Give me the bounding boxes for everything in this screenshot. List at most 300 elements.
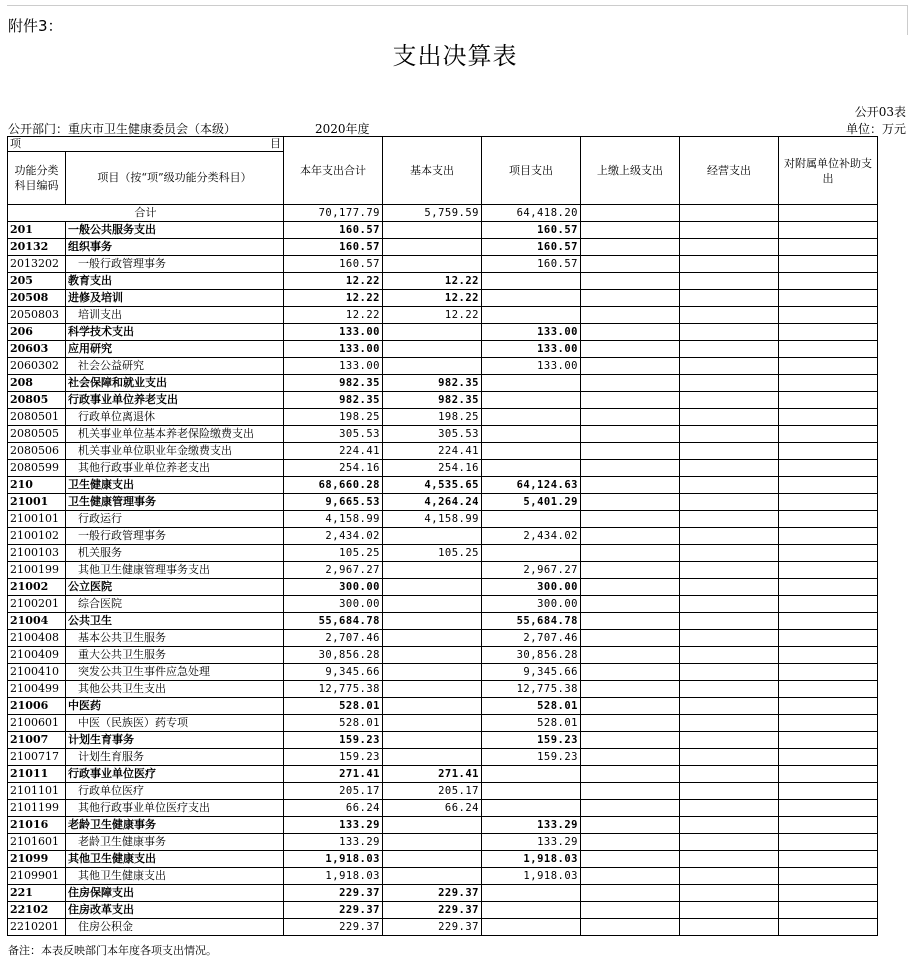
row-total: 12,775.38 [284, 681, 383, 698]
row-basic: 229.37 [383, 885, 482, 902]
row-basic [383, 256, 482, 273]
row-basic [383, 647, 482, 664]
row-total: 160.57 [284, 256, 383, 273]
row-upper [581, 307, 680, 324]
row-business [680, 545, 779, 562]
row-total: 66.24 [284, 800, 383, 817]
row-subsidy [779, 426, 878, 443]
row-name: 突发公共卫生事件应急处理 [66, 664, 284, 681]
row-business [680, 851, 779, 868]
row-total: 229.37 [284, 919, 383, 936]
row-total: 133.29 [284, 834, 383, 851]
row-business [680, 460, 779, 477]
row-total: 160.57 [284, 222, 383, 239]
row-project [482, 902, 581, 919]
row-project: 133.00 [482, 341, 581, 358]
row-code: 206 [8, 324, 66, 341]
form-number: 公开03表 [854, 105, 906, 119]
row-upper [581, 273, 680, 290]
row-name: 行政单位离退休 [66, 409, 284, 426]
row-code: 22102 [8, 902, 66, 919]
row-code: 205 [8, 273, 66, 290]
table-row [8, 749, 878, 766]
row-total: 300.00 [284, 596, 383, 613]
header-item-cell [8, 137, 284, 152]
row-subsidy [779, 392, 878, 409]
row-name: 社会公益研究 [66, 358, 284, 375]
row-subsidy [779, 511, 878, 528]
row-project: 159.23 [482, 749, 581, 766]
total-subsidy [779, 205, 878, 222]
table-row [8, 698, 878, 715]
table-row [8, 443, 878, 460]
unit-label: 单位：万元 [845, 122, 906, 136]
row-upper [581, 443, 680, 460]
row-name: 老龄卫生健康事务 [66, 817, 284, 834]
row-business [680, 256, 779, 273]
row-business [680, 698, 779, 715]
row-total: 12.22 [284, 273, 383, 290]
row-code: 2101199 [8, 800, 66, 817]
total-basic: 5,759.59 [383, 205, 482, 222]
row-upper [581, 409, 680, 426]
row-business [680, 800, 779, 817]
header-item-left: 项 [10, 137, 21, 150]
table-row [8, 715, 878, 732]
row-upper [581, 800, 680, 817]
row-code: 21011 [8, 766, 66, 783]
row-subsidy [779, 477, 878, 494]
table-row [8, 885, 878, 902]
total-upper [581, 205, 680, 222]
row-total: 159.23 [284, 732, 383, 749]
row-project [482, 783, 581, 800]
header-subsidy: 对附属单位补助支出 [779, 137, 878, 205]
row-project: 133.00 [482, 358, 581, 375]
row-project [482, 766, 581, 783]
row-project [482, 307, 581, 324]
row-code: 2101601 [8, 834, 66, 851]
row-total: 528.01 [284, 698, 383, 715]
row-total: 133.00 [284, 324, 383, 341]
row-subsidy [779, 613, 878, 630]
row-name: 进修及培训 [66, 290, 284, 307]
row-code: 2100601 [8, 715, 66, 732]
row-total: 205.17 [284, 783, 383, 800]
row-upper [581, 698, 680, 715]
row-upper [581, 817, 680, 834]
row-subsidy [779, 545, 878, 562]
row-business [680, 868, 779, 885]
row-project: 133.00 [482, 324, 581, 341]
row-business [680, 392, 779, 409]
row-upper [581, 341, 680, 358]
total-label: 合计 [8, 205, 284, 222]
header-total: 本年支出合计 [284, 137, 383, 205]
row-business [680, 919, 779, 936]
row-upper [581, 851, 680, 868]
row-project: 160.57 [482, 222, 581, 239]
total-row [8, 205, 878, 222]
row-basic [383, 528, 482, 545]
row-business [680, 358, 779, 375]
row-upper [581, 222, 680, 239]
row-subsidy [779, 732, 878, 749]
total-total: 70,177.79 [284, 205, 383, 222]
row-subsidy [779, 579, 878, 596]
row-business [680, 596, 779, 613]
row-total: 2,434.02 [284, 528, 383, 545]
row-basic: 12.22 [383, 290, 482, 307]
row-total: 2,967.27 [284, 562, 383, 579]
row-subsidy [779, 256, 878, 273]
row-business [680, 647, 779, 664]
row-subsidy [779, 409, 878, 426]
header-item-right: 目 [270, 137, 281, 150]
row-basic: 982.35 [383, 375, 482, 392]
table-row [8, 307, 878, 324]
row-name: 住房保障支出 [66, 885, 284, 902]
row-subsidy [779, 783, 878, 800]
row-code: 2210201 [8, 919, 66, 936]
row-total: 254.16 [284, 460, 383, 477]
row-basic [383, 749, 482, 766]
row-code: 21016 [8, 817, 66, 834]
row-basic [383, 868, 482, 885]
row-upper [581, 477, 680, 494]
table-row [8, 783, 878, 800]
row-upper [581, 460, 680, 477]
row-business [680, 681, 779, 698]
row-upper [581, 256, 680, 273]
row-subsidy [779, 562, 878, 579]
row-business [680, 562, 779, 579]
row-basic: 198.25 [383, 409, 482, 426]
table-row [8, 256, 878, 273]
row-subsidy [779, 800, 878, 817]
row-upper [581, 732, 680, 749]
row-code: 2100101 [8, 511, 66, 528]
row-upper [581, 647, 680, 664]
row-subsidy [779, 290, 878, 307]
row-total: 982.35 [284, 392, 383, 409]
row-basic: 4,158.99 [383, 511, 482, 528]
row-name: 一般公共服务支出 [66, 222, 284, 239]
row-total: 1,918.03 [284, 868, 383, 885]
table-row [8, 477, 878, 494]
row-basic: 66.24 [383, 800, 482, 817]
table-row [8, 834, 878, 851]
row-upper [581, 511, 680, 528]
row-subsidy [779, 817, 878, 834]
row-project: 133.29 [482, 817, 581, 834]
row-project: 30,856.28 [482, 647, 581, 664]
row-subsidy [779, 630, 878, 647]
row-total: 12.22 [284, 307, 383, 324]
row-upper [581, 358, 680, 375]
row-code: 21099 [8, 851, 66, 868]
row-business [680, 290, 779, 307]
row-project: 12,775.38 [482, 681, 581, 698]
attachment-label: 附件3： [8, 17, 63, 35]
row-business [680, 749, 779, 766]
row-total: 2,707.46 [284, 630, 383, 647]
row-basic: 271.41 [383, 766, 482, 783]
row-business [680, 341, 779, 358]
row-business [680, 477, 779, 494]
row-name: 公立医院 [66, 579, 284, 596]
header-name: 项目（按“项”级功能分类科目） [66, 152, 284, 205]
row-basic [383, 817, 482, 834]
row-subsidy [779, 460, 878, 477]
row-total: 528.01 [284, 715, 383, 732]
table-row [8, 732, 878, 749]
row-basic: 4,535.65 [383, 477, 482, 494]
row-upper [581, 681, 680, 698]
row-upper [581, 290, 680, 307]
header-row-item [8, 137, 878, 152]
table-row [8, 528, 878, 545]
row-subsidy [779, 528, 878, 545]
row-subsidy [779, 375, 878, 392]
row-upper [581, 239, 680, 256]
row-subsidy [779, 902, 878, 919]
row-name: 组织事务 [66, 239, 284, 256]
row-basic: 305.53 [383, 426, 482, 443]
header-project: 项目支出 [482, 137, 581, 205]
table-row [8, 868, 878, 885]
row-upper [581, 426, 680, 443]
row-upper [581, 613, 680, 630]
table-row [8, 409, 878, 426]
row-business [680, 613, 779, 630]
row-code: 2080505 [8, 426, 66, 443]
row-basic [383, 681, 482, 698]
table-row [8, 681, 878, 698]
table-row [8, 851, 878, 868]
row-total: 305.53 [284, 426, 383, 443]
table-row [8, 392, 878, 409]
table-row [8, 494, 878, 511]
row-name: 行政单位医疗 [66, 783, 284, 800]
table-row [8, 460, 878, 477]
row-project: 159.23 [482, 732, 581, 749]
row-subsidy [779, 307, 878, 324]
row-code: 210 [8, 477, 66, 494]
row-code: 21004 [8, 613, 66, 630]
row-project [482, 392, 581, 409]
row-code: 21001 [8, 494, 66, 511]
row-upper [581, 324, 680, 341]
row-project [482, 545, 581, 562]
row-business [680, 528, 779, 545]
row-code: 2100717 [8, 749, 66, 766]
row-code: 20603 [8, 341, 66, 358]
row-project [482, 460, 581, 477]
row-subsidy [779, 851, 878, 868]
row-total: 159.23 [284, 749, 383, 766]
row-total: 160.57 [284, 239, 383, 256]
row-project: 528.01 [482, 715, 581, 732]
row-name: 其他公共卫生支出 [66, 681, 284, 698]
expenditure-table [7, 136, 878, 936]
row-project: 528.01 [482, 698, 581, 715]
row-subsidy [779, 239, 878, 256]
row-code: 2101101 [8, 783, 66, 800]
row-business [680, 715, 779, 732]
row-name: 教育支出 [66, 273, 284, 290]
row-total: 1,918.03 [284, 851, 383, 868]
row-subsidy [779, 834, 878, 851]
row-name: 应用研究 [66, 341, 284, 358]
row-total: 105.25 [284, 545, 383, 562]
year-label: 2020年度 [315, 122, 370, 136]
row-code: 2100201 [8, 596, 66, 613]
row-basic [383, 613, 482, 630]
row-name: 计划生育事务 [66, 732, 284, 749]
row-upper [581, 494, 680, 511]
row-code: 2109901 [8, 868, 66, 885]
row-code: 2100199 [8, 562, 66, 579]
row-name: 住房公积金 [66, 919, 284, 936]
footnote: 备注：本表反映部门本年度各项支出情况。 [8, 944, 217, 957]
row-code: 221 [8, 885, 66, 902]
row-basic [383, 239, 482, 256]
row-code: 2060302 [8, 358, 66, 375]
row-subsidy [779, 596, 878, 613]
row-upper [581, 375, 680, 392]
row-name: 科学技术支出 [66, 324, 284, 341]
row-business [680, 902, 779, 919]
row-subsidy [779, 766, 878, 783]
row-project [482, 443, 581, 460]
table-row [8, 630, 878, 647]
row-code: 2013202 [8, 256, 66, 273]
row-subsidy [779, 885, 878, 902]
row-business [680, 732, 779, 749]
header-code: 功能分类科目编码 [8, 152, 66, 205]
table-row [8, 579, 878, 596]
row-total: 68,660.28 [284, 477, 383, 494]
row-basic [383, 341, 482, 358]
row-name: 机关服务 [66, 545, 284, 562]
row-total: 30,856.28 [284, 647, 383, 664]
table-row [8, 273, 878, 290]
row-project: 160.57 [482, 239, 581, 256]
row-upper [581, 562, 680, 579]
row-name: 一般行政管理事务 [66, 528, 284, 545]
table-row [8, 664, 878, 681]
table-row [8, 341, 878, 358]
row-project [482, 800, 581, 817]
row-project: 9,345.66 [482, 664, 581, 681]
row-basic: 205.17 [383, 783, 482, 800]
row-project: 2,967.27 [482, 562, 581, 579]
row-project [482, 511, 581, 528]
row-business [680, 630, 779, 647]
page-top-border [7, 5, 907, 6]
table-row [8, 511, 878, 528]
row-code: 201 [8, 222, 66, 239]
row-total: 133.00 [284, 341, 383, 358]
row-business [680, 239, 779, 256]
row-business [680, 834, 779, 851]
row-basic [383, 715, 482, 732]
table-row [8, 800, 878, 817]
row-business [680, 766, 779, 783]
row-code: 208 [8, 375, 66, 392]
row-basic [383, 630, 482, 647]
row-project [482, 919, 581, 936]
total-business [680, 205, 779, 222]
row-upper [581, 715, 680, 732]
row-project [482, 885, 581, 902]
row-business [680, 817, 779, 834]
row-name: 行政运行 [66, 511, 284, 528]
row-project: 2,434.02 [482, 528, 581, 545]
row-upper [581, 885, 680, 902]
row-name: 其他卫生健康管理事务支出 [66, 562, 284, 579]
row-business [680, 324, 779, 341]
row-name: 一般行政管理事务 [66, 256, 284, 273]
row-total: 9,665.53 [284, 494, 383, 511]
row-project [482, 375, 581, 392]
row-basic [383, 732, 482, 749]
row-subsidy [779, 324, 878, 341]
table-row [8, 324, 878, 341]
row-project [482, 426, 581, 443]
row-name: 综合医院 [66, 596, 284, 613]
row-business [680, 426, 779, 443]
row-code: 20132 [8, 239, 66, 256]
row-subsidy [779, 494, 878, 511]
row-total: 982.35 [284, 375, 383, 392]
row-name: 住房改革支出 [66, 902, 284, 919]
table-row [8, 290, 878, 307]
row-upper [581, 528, 680, 545]
table-row [8, 919, 878, 936]
row-upper [581, 392, 680, 409]
row-code: 21002 [8, 579, 66, 596]
row-upper [581, 919, 680, 936]
page-title: 支出决算表 [392, 42, 518, 70]
row-basic: 4,264.24 [383, 494, 482, 511]
row-subsidy [779, 715, 878, 732]
row-name: 培训支出 [66, 307, 284, 324]
table-row [8, 358, 878, 375]
row-total: 300.00 [284, 579, 383, 596]
row-name: 老龄卫生健康事务 [66, 834, 284, 851]
row-basic [383, 358, 482, 375]
row-upper [581, 749, 680, 766]
row-subsidy [779, 273, 878, 290]
row-basic [383, 851, 482, 868]
row-subsidy [779, 868, 878, 885]
row-total: 55,684.78 [284, 613, 383, 630]
row-subsidy [779, 664, 878, 681]
row-name: 行政事业单位养老支出 [66, 392, 284, 409]
row-total: 133.29 [284, 817, 383, 834]
row-name: 机关事业单位基本养老保险缴费支出 [66, 426, 284, 443]
row-upper [581, 596, 680, 613]
row-total: 271.41 [284, 766, 383, 783]
row-subsidy [779, 681, 878, 698]
row-code: 20805 [8, 392, 66, 409]
row-code: 20508 [8, 290, 66, 307]
row-business [680, 664, 779, 681]
row-total: 133.00 [284, 358, 383, 375]
row-basic [383, 834, 482, 851]
